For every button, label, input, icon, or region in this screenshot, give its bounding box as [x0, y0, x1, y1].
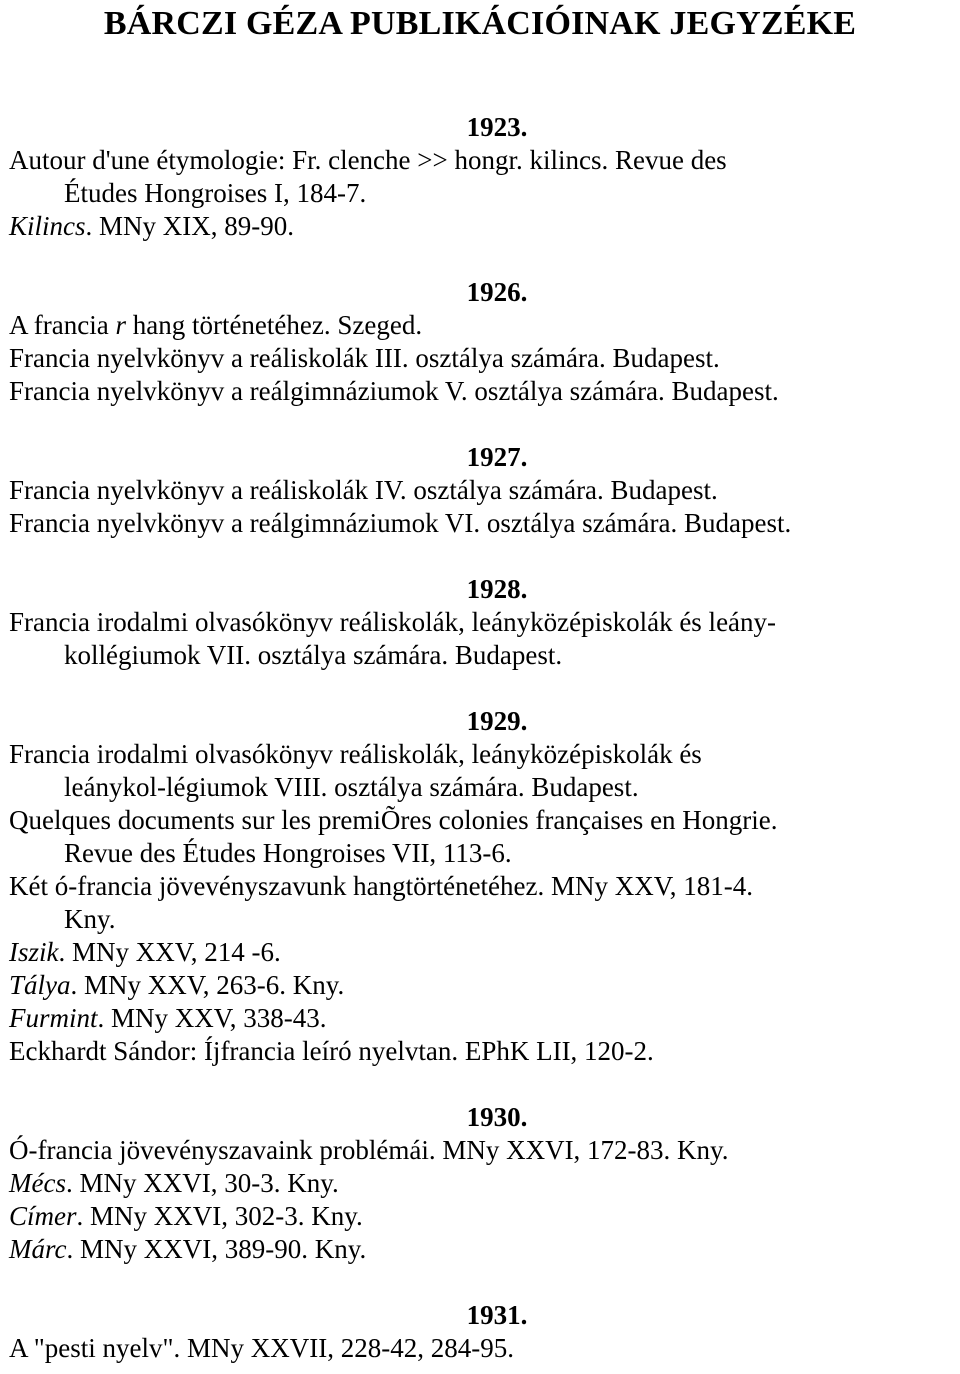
entry-italic-title: Címer — [9, 1201, 77, 1231]
entry-reference: . MNy XXVI, 389-90. Kny. — [66, 1234, 367, 1264]
year-heading-1927: 1927. — [466, 442, 528, 472]
bibliography-entry: Eckhardt Sándor: Íjfrancia leíró nyelvtan. EPhK LII, 120-2. — [9, 1036, 654, 1066]
bibliography-entry: Francia nyelvkönyv a reálgimnáziumok VI. osztálya számára. Budapest. — [9, 508, 792, 538]
bibliography-entry: Ó-francia jövevényszavaink problémái. MNy XXVI, 172-83. Kny. — [9, 1135, 729, 1165]
entry-italic-title: Márc — [9, 1234, 67, 1264]
entry-reference: . MNy XIX, 89-90. — [85, 211, 295, 241]
bibliography-entry — [9, 969, 344, 1002]
entry-italic-title: Mécs — [9, 1168, 66, 1198]
bibliography-entry-continuation: leánykol-légiumok VIII. osztálya számára. Budapest. — [64, 772, 639, 802]
bibliography-entry: Francia irodalmi olvasókönyv reáliskolák, leányközépiskolák és leány- — [9, 607, 777, 637]
entry-text: A francia — [9, 310, 116, 340]
entry-text: hang történetéhez. Szeged. — [125, 310, 423, 340]
bibliography-entry — [9, 1233, 366, 1266]
bibliography-entry-continuation: Kny. — [64, 904, 116, 934]
bibliography-entry-continuation: Études Hongroises I, 184-7. — [64, 178, 367, 208]
year-heading-1926: 1926. — [466, 277, 528, 307]
bibliography-entry: A "pesti nyelv". MNy XXVII, 228-42, 284-95. — [9, 1333, 514, 1363]
bibliography-entry — [9, 936, 281, 969]
page-title: BÁRCZI GÉZA PUBLIKÁCIÓINAK JEGYZÉKE — [103, 5, 857, 42]
entry-reference: . MNy XXVI, 30-3. Kny. — [65, 1168, 339, 1198]
bibliography-entry — [9, 1200, 363, 1233]
entry-reference: . MNy XXV, 338-43. — [97, 1003, 327, 1033]
entry-reference: . MNy XXVI, 302-3. Kny. — [76, 1201, 363, 1231]
bibliography-entry — [9, 309, 422, 342]
bibliography-entry: Francia nyelvkönyv a reáliskolák III. osztálya számára. Budapest. — [9, 343, 720, 373]
entry-italic-title: r — [115, 310, 126, 340]
entry-italic-title: Furmint — [9, 1003, 98, 1033]
year-heading-1923: 1923. — [466, 112, 528, 142]
bibliography-entry: Autour d'une étymologie: Fr. clenche >> hongr. kilincs. Revue des — [9, 145, 727, 175]
entry-reference: . MNy XXV, 263-6. Kny. — [70, 970, 345, 1000]
bibliography-entry: Francia nyelvkönyv a reálgimnáziumok V. osztálya számára. Budapest. — [9, 376, 779, 406]
entry-reference: . MNy XXV, 214 -6. — [58, 937, 281, 967]
bibliography-entry: Quelques documents sur les premiÕres colonies françaises en Hongrie. — [9, 805, 778, 835]
bibliography-entry-continuation: kollégiumok VII. osztálya számára. Budapest. — [64, 640, 563, 670]
entry-italic-title: Kilincs — [9, 211, 86, 241]
year-heading-1929: 1929. — [466, 706, 528, 736]
bibliography-entry: Francia nyelvkönyv a reáliskolák IV. osztálya számára. Budapest. — [9, 475, 718, 505]
year-heading-1930: 1930. — [466, 1102, 528, 1132]
bibliography-entry: Két ó-francia jövevényszavunk hangtörténetéhez. MNy XXV, 181-4. — [9, 871, 754, 901]
entry-italic-title: Tálya — [9, 970, 71, 1000]
year-heading-1928: 1928. — [466, 574, 528, 604]
bibliography-entry: Francia irodalmi olvasókönyv reáliskolák, leányközépiskolák és — [9, 739, 702, 769]
bibliography-entry-continuation: Revue des Études Hongroises VII, 113-6. — [64, 838, 512, 868]
bibliography-entry — [9, 1002, 327, 1035]
bibliography-entry — [9, 1167, 339, 1200]
bibliography-entry — [9, 210, 294, 243]
entry-italic-title: Iszik — [9, 937, 59, 967]
year-heading-1931: 1931. — [466, 1300, 528, 1330]
